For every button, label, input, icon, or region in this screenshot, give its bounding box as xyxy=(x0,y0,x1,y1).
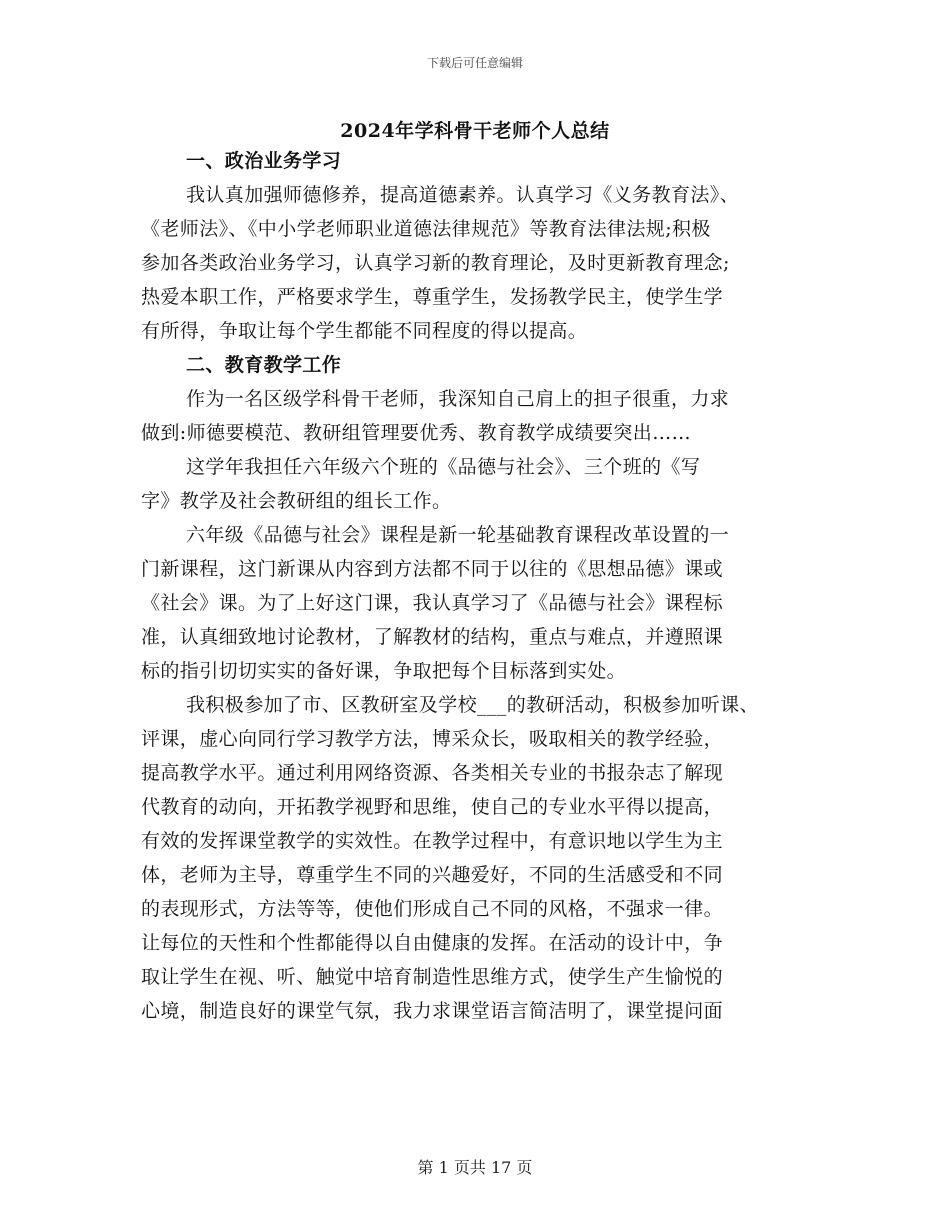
paragraph-line: 参加各类政治业务学习，认真学习新的教育理论，及时更新教育理念; xyxy=(141,252,730,274)
paragraph-line: 我认真加强师德修养，提高道德素养。认真学习《义务教育法》、 xyxy=(186,184,740,206)
paragraph-line: 代教育的动向，开拓教学视野和思维，使自己的专业水平得以提高， xyxy=(141,796,724,818)
page-footer: 第 1 页共 17 页 xyxy=(417,1158,533,1177)
paragraph-line: 有效的发挥课堂教学的实效性。在教学过程中，有意识地以学生为主 xyxy=(141,830,724,852)
paragraph-line: 《社会》课。为了上好这门课，我认真学习了《品德与社会》课程标 xyxy=(141,592,724,614)
paragraph-line: 心境，制造良好的课堂气氛，我力求课堂语言简洁明了，课堂提问面 xyxy=(141,1000,724,1022)
paragraph-line: 做到:师德要模范、教研组管理要优秀、教育教学成绩要突出…… xyxy=(141,422,692,444)
paragraph-line: 六年级《品德与社会》课程是新一轮基础教育课程改革设置的一 xyxy=(186,524,730,546)
paragraph-line: 的表现形式，方法等等，使他们形成自己不同的风格，不强求一律。 xyxy=(141,898,724,920)
paragraph-line: 让每位的天性和个性都能得以自由健康的发挥。在活动的设计中，争 xyxy=(141,932,724,954)
section-heading: 一、政治业务学习 xyxy=(186,150,342,172)
document-title: 2024年学科骨干老师个人总结 xyxy=(340,120,610,142)
header-note: 下载后可任意编辑 xyxy=(426,56,523,70)
paragraph-line: 这学年我担任六年级六个班的《品德与社会》、三个班的《写 xyxy=(186,456,701,478)
section-heading: 二、教育教学工作 xyxy=(186,354,342,376)
paragraph-line: 我积极参加了市、区教研室及学校___的教研活动，积极参加听课、 xyxy=(186,694,759,716)
paragraph-line: 有所得，争取让每个学生都能不同程度的得以提高。 xyxy=(141,320,588,342)
paragraph-line: 评课，虚心向同行学习教学方法，博采众长，吸取相关的教学经验， xyxy=(141,728,724,750)
paragraph-line: 体，老师为主导，尊重学生不同的兴趣爱好，不同的生活感受和不同 xyxy=(141,864,724,886)
paragraph-line: 提高教学水平。通过利用网络资源、各类相关专业的书报杂志了解现 xyxy=(141,762,724,784)
paragraph-line: 门新课程，这门新课从内容到方法都不同于以往的《思想品德》课或 xyxy=(141,558,724,580)
paragraph-line: 标的指引切切实实的备好课，争取把每个目标落到实处。 xyxy=(141,660,627,682)
paragraph-line: 热爱本职工作，严格要求学生，尊重学生，发扬教学民主，使学生学 xyxy=(141,286,724,308)
paragraph-line: 作为一名区级学科骨干老师，我深知自己肩上的担子很重，力求 xyxy=(186,388,730,410)
document-body xyxy=(141,144,811,1028)
paragraph-line: 《老师法》、《中小学老师职业道德法律规范》等教育法律法规;积极 xyxy=(141,218,711,240)
paragraph-line: 准，认真细致地讨论教材，了解教材的结构，重点与难点，并遵照课 xyxy=(141,626,724,648)
paragraph-line: 字》教学及社会教研组的组长工作。 xyxy=(141,490,452,512)
paragraph-line: 取让学生在视、听、触觉中培育制造性思维方式，使学生产生愉悦的 xyxy=(141,966,724,988)
